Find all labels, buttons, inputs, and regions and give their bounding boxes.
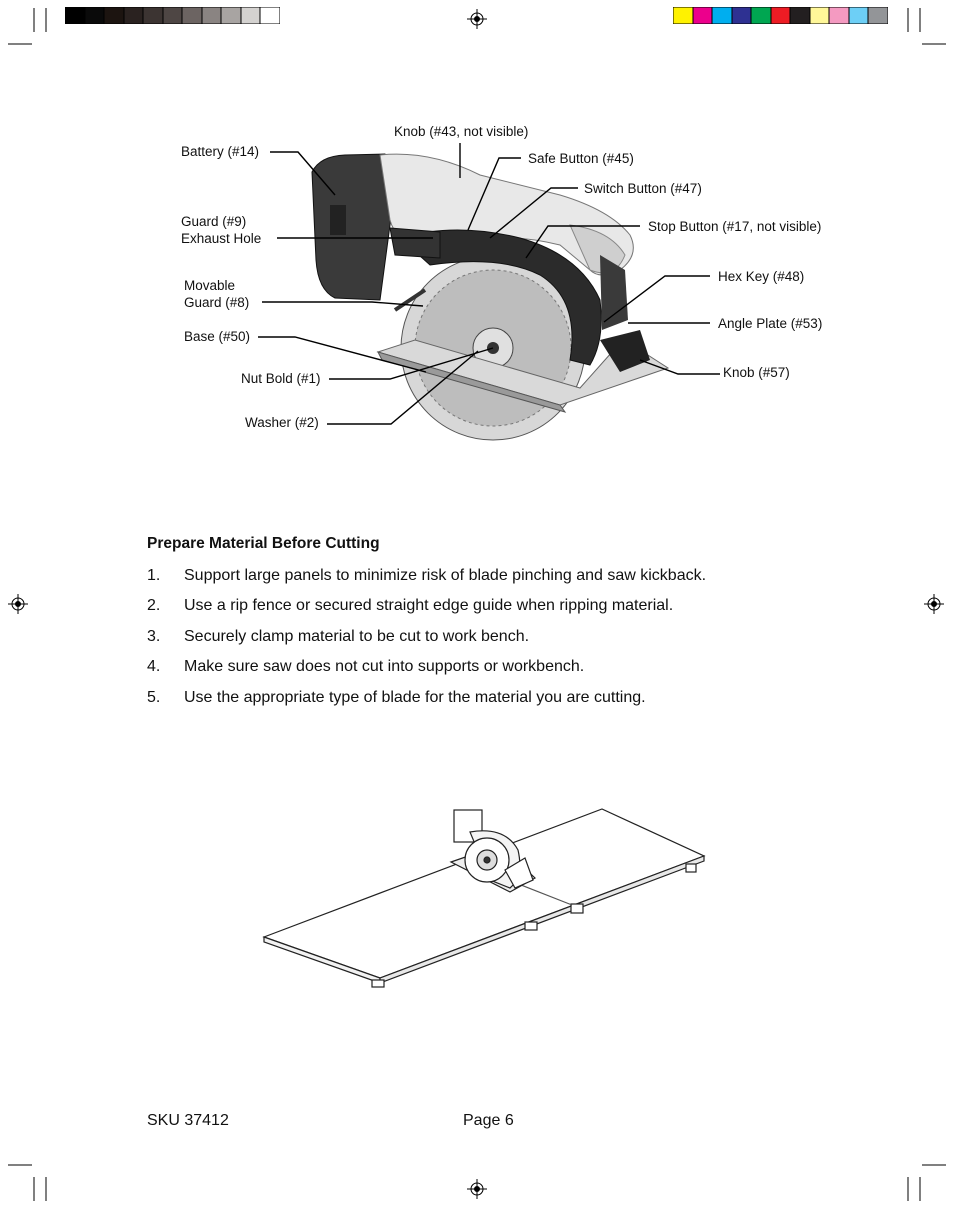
label-angle-plate: Angle Plate (#53) [718,316,823,331]
label-knob-57: Knob (#57) [723,365,790,380]
label-nut-bold: Nut Bold (#1) [241,371,321,386]
step-number: 2. [147,597,161,614]
step-text: Securely clamp material to be cut to work bench. [184,628,530,645]
label-battery: Battery (#14) [181,144,260,159]
label-movable: Movable [184,278,236,293]
section-heading: Prepare Material Before Cutting [147,535,380,552]
label-stop-button: Stop Button (#17, not visible) [648,219,822,234]
step-text: Support large panels to minimize risk of blade pinching and saw kickback. [184,567,707,584]
step-number: 5. [147,689,161,706]
label-movable-guard: Guard (#8) [184,295,250,310]
label-knob-43: Knob (#43, not visible) [394,124,529,139]
step-number: 3. [147,628,161,645]
step-text: Make sure saw does not cut into supports or workbench. [184,658,585,675]
footer-sku: SKU 37412 [147,1112,229,1129]
label-exhaust-hole: Exhaust Hole [181,231,262,246]
label-base: Base (#50) [184,329,251,344]
label-switch-button: Switch Button (#47) [584,181,702,196]
footer-page-number: Page 6 [463,1112,514,1129]
label-guard: Guard (#9) [181,214,247,229]
step-text: Use the appropriate type of blade for the material you are cutting. [184,689,646,706]
label-safe-button: Safe Button (#45) [528,151,634,166]
step-number: 4. [147,658,161,675]
step-number: 1. [147,567,161,584]
label-washer: Washer (#2) [245,415,319,430]
step-text: Use a rip fence or secured straight edge guide when ripping material. [184,597,674,614]
label-hex-key: Hex Key (#48) [718,269,805,284]
